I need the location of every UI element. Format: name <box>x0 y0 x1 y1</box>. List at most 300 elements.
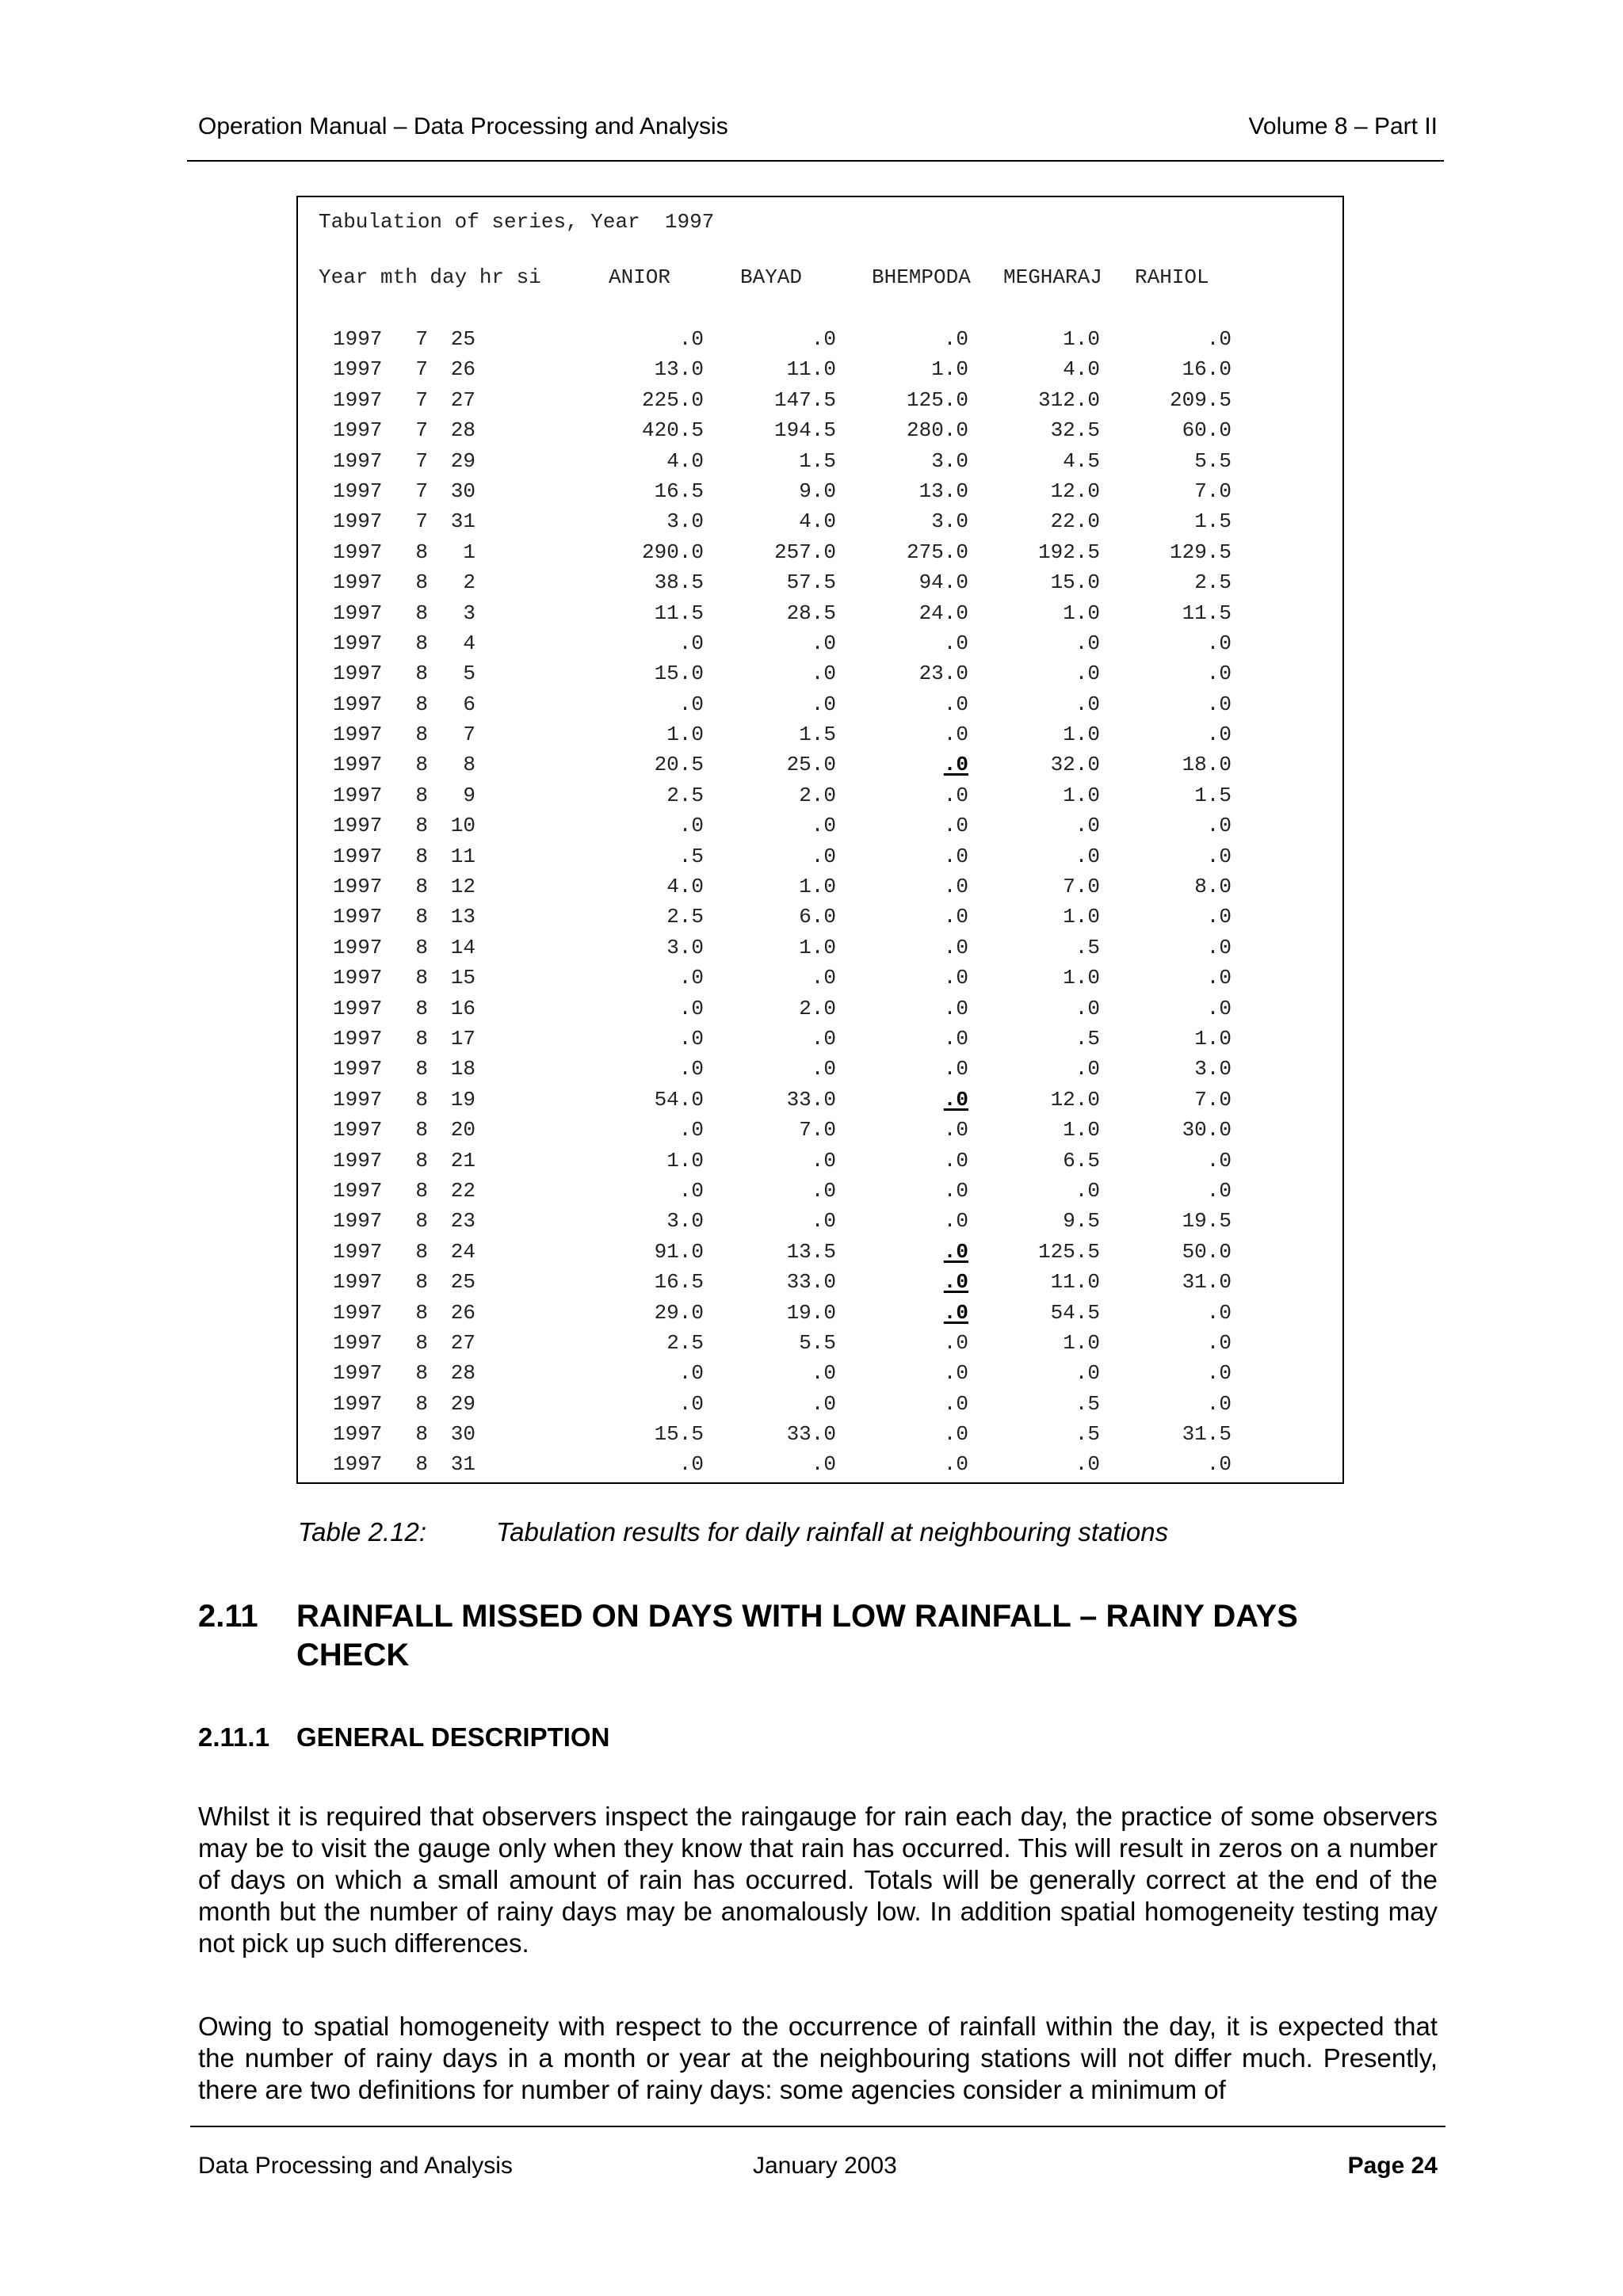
cell-megharaj: .5 <box>1075 1422 1100 1447</box>
cell-anior: .0 <box>678 1452 704 1477</box>
cell-day: 31 <box>450 1452 475 1477</box>
cell-year: 1997 <box>333 448 383 473</box>
cell-anior: 29.0 <box>654 1300 704 1325</box>
cell-megharaj: 15.0 <box>1050 570 1100 595</box>
cell-anior: .0 <box>678 1361 704 1386</box>
cell-rahiol: 18.0 <box>1182 753 1232 777</box>
table-row <box>298 1237 1342 1267</box>
cell-year: 1997 <box>333 875 383 899</box>
cell-day: 30 <box>450 1422 475 1447</box>
table-row <box>298 719 1342 749</box>
table-row <box>298 1146 1342 1176</box>
cell-month: 8 <box>415 1057 428 1081</box>
cell-bhempoda: .0 <box>943 723 968 747</box>
cell-anior: .0 <box>678 966 704 990</box>
cell-bayad: 33.0 <box>786 1087 836 1112</box>
tabulation-box <box>296 196 1344 1484</box>
column-header-rahiol: RAHIOL <box>1135 265 1209 289</box>
cell-megharaj: 54.5 <box>1050 1300 1100 1325</box>
cell-day: 15 <box>450 966 475 990</box>
cell-day: 8 <box>463 753 475 777</box>
cell-anior: 1.0 <box>666 723 704 747</box>
column-header-date: Year mth day hr si <box>319 265 541 289</box>
cell-year: 1997 <box>333 1330 383 1355</box>
cell-bayad: .0 <box>811 1057 836 1081</box>
cell-megharaj: .0 <box>1075 1178 1100 1203</box>
cell-anior: 4.0 <box>666 875 704 899</box>
cell-bhempoda: .0 <box>943 1391 968 1416</box>
cell-bhempoda: 23.0 <box>918 662 968 686</box>
cell-megharaj: 32.0 <box>1050 753 1100 777</box>
cell-day: 22 <box>450 1178 475 1203</box>
cell-bhempoda: .0 <box>943 1026 968 1051</box>
cell-bayad: 33.0 <box>786 1422 836 1447</box>
cell-year: 1997 <box>333 631 383 655</box>
cell-bhempoda: .0 <box>943 966 968 990</box>
cell-bayad: .0 <box>811 1026 836 1051</box>
cell-rahiol: 19.5 <box>1182 1209 1232 1234</box>
cell-day: 27 <box>450 387 475 412</box>
cell-bhempoda: 125.0 <box>906 387 968 412</box>
table-row <box>298 810 1342 841</box>
cell-megharaj: 4.5 <box>1063 448 1100 473</box>
cell-bayad: 13.5 <box>786 1239 836 1264</box>
cell-month: 7 <box>415 387 428 412</box>
cell-bhempoda: .0 <box>943 1239 968 1264</box>
table-row <box>298 841 1342 871</box>
table-caption-text: Tabulation results for daily rainfall at neighbouring stations <box>496 1517 1169 1547</box>
cell-rahiol: .0 <box>1206 966 1232 990</box>
cell-anior: 13.0 <box>654 357 704 382</box>
table-row <box>298 1298 1342 1328</box>
cell-year: 1997 <box>333 1452 383 1477</box>
cell-bhempoda: .0 <box>943 814 968 838</box>
cell-rahiol: 31.0 <box>1182 1270 1232 1295</box>
column-header-megharaj: MEGHARAJ <box>1003 265 1102 289</box>
cell-bayad: 57.5 <box>786 570 836 595</box>
cell-bhempoda: 3.0 <box>931 448 968 473</box>
table-row <box>298 1328 1342 1358</box>
cell-day: 5 <box>463 662 475 686</box>
cell-bayad: .0 <box>811 1361 836 1386</box>
cell-day: 1 <box>463 540 475 564</box>
table-row <box>298 994 1342 1024</box>
cell-bayad: .0 <box>811 1209 836 1234</box>
cell-day: 7 <box>463 723 475 747</box>
cell-year: 1997 <box>333 357 383 382</box>
cell-day: 18 <box>450 1057 475 1081</box>
cell-year: 1997 <box>333 662 383 686</box>
cell-megharaj: .0 <box>1075 1057 1100 1081</box>
header-divider <box>187 160 1444 162</box>
cell-bayad: .0 <box>811 1391 836 1416</box>
cell-day: 12 <box>450 875 475 899</box>
cell-month: 7 <box>415 327 428 351</box>
cell-month: 7 <box>415 357 428 382</box>
cell-year: 1997 <box>333 601 383 625</box>
column-header-bayad: BAYAD <box>740 265 803 289</box>
cell-month: 8 <box>415 1452 428 1477</box>
cell-day: 21 <box>450 1148 475 1173</box>
cell-year: 1997 <box>333 509 383 534</box>
cell-year: 1997 <box>333 1057 383 1081</box>
cell-month: 8 <box>415 662 428 686</box>
cell-rahiol: .0 <box>1206 1300 1232 1325</box>
cell-anior: 3.0 <box>666 935 704 959</box>
cell-bayad: 11.0 <box>786 357 836 382</box>
cell-megharaj: .0 <box>1075 692 1100 716</box>
table-row <box>298 963 1342 993</box>
cell-bayad: 2.0 <box>799 783 836 807</box>
table-row <box>298 871 1342 902</box>
section-number: 2.11 <box>198 1599 258 1634</box>
cell-megharaj: 9.5 <box>1063 1209 1100 1234</box>
table-row <box>298 446 1342 476</box>
cell-anior: .0 <box>678 814 704 838</box>
cell-bhempoda: .0 <box>943 1178 968 1203</box>
cell-rahiol: 2.5 <box>1194 570 1232 595</box>
cell-rahiol: 31.5 <box>1182 1422 1232 1447</box>
cell-megharaj: 192.5 <box>1037 540 1100 564</box>
cell-megharaj: 32.5 <box>1050 418 1100 443</box>
cell-bayad: 33.0 <box>786 1270 836 1295</box>
cell-anior: .5 <box>678 844 704 868</box>
cell-anior: .0 <box>678 1178 704 1203</box>
cell-megharaj: .0 <box>1075 996 1100 1020</box>
cell-megharaj: 1.0 <box>1063 1330 1100 1355</box>
cell-year: 1997 <box>333 1422 383 1447</box>
cell-day: 17 <box>450 1026 475 1051</box>
cell-megharaj: .5 <box>1075 935 1100 959</box>
cell-bayad: 1.5 <box>799 448 836 473</box>
cell-megharaj: .0 <box>1075 814 1100 838</box>
cell-month: 8 <box>415 1178 428 1203</box>
cell-bhempoda: .0 <box>943 905 968 929</box>
cell-day: 11 <box>450 844 475 868</box>
table-row <box>298 354 1342 384</box>
cell-megharaj: .5 <box>1075 1391 1100 1416</box>
cell-rahiol: .0 <box>1206 1391 1232 1416</box>
table-row <box>298 537 1342 567</box>
cell-month: 8 <box>415 844 428 868</box>
cell-bayad: 194.5 <box>773 418 836 443</box>
cell-month: 7 <box>415 509 428 534</box>
cell-day: 29 <box>450 1391 475 1416</box>
cell-bhempoda: 94.0 <box>918 570 968 595</box>
cell-month: 7 <box>415 479 428 503</box>
cell-year: 1997 <box>333 1178 383 1203</box>
cell-month: 8 <box>415 723 428 747</box>
cell-bhempoda: .0 <box>943 783 968 807</box>
cell-month: 8 <box>415 1239 428 1264</box>
cell-day: 29 <box>450 448 475 473</box>
cell-bhempoda: .0 <box>943 1209 968 1234</box>
cell-bayad: .0 <box>811 814 836 838</box>
cell-year: 1997 <box>333 479 383 503</box>
cell-month: 8 <box>415 1118 428 1142</box>
cell-anior: 11.5 <box>654 601 704 625</box>
cell-anior: 20.5 <box>654 753 704 777</box>
cell-bhempoda: .0 <box>943 935 968 959</box>
cell-year: 1997 <box>333 692 383 716</box>
cell-bhempoda: 13.0 <box>918 479 968 503</box>
header-document-title: Operation Manual – Data Processing and Analysis <box>198 113 728 139</box>
cell-month: 8 <box>415 1422 428 1447</box>
cell-rahiol: .0 <box>1206 996 1232 1020</box>
cell-bayad: 9.0 <box>799 479 836 503</box>
cell-anior: 54.0 <box>654 1087 704 1112</box>
cell-day: 9 <box>463 783 475 807</box>
cell-year: 1997 <box>333 327 383 351</box>
cell-megharaj: .0 <box>1075 1452 1100 1477</box>
cell-bayad: 28.5 <box>786 601 836 625</box>
cell-rahiol: 7.0 <box>1194 1087 1232 1112</box>
table-row <box>298 1176 1342 1206</box>
cell-year: 1997 <box>333 1087 383 1112</box>
cell-day: 16 <box>450 996 475 1020</box>
cell-month: 8 <box>415 631 428 655</box>
cell-day: 20 <box>450 1118 475 1142</box>
cell-bhempoda: .0 <box>943 875 968 899</box>
table-row <box>298 628 1342 658</box>
cell-year: 1997 <box>333 966 383 990</box>
cell-year: 1997 <box>333 1239 383 1264</box>
cell-year: 1997 <box>333 1148 383 1173</box>
cell-bhempoda: .0 <box>943 1270 968 1295</box>
cell-month: 8 <box>415 540 428 564</box>
table-row <box>298 1115 1342 1145</box>
cell-megharaj: 312.0 <box>1037 387 1100 412</box>
table-row <box>298 385 1342 415</box>
cell-day: 27 <box>450 1330 475 1355</box>
cell-bhempoda: .0 <box>943 1057 968 1081</box>
table-row <box>298 476 1342 506</box>
cell-month: 8 <box>415 570 428 595</box>
table-row <box>298 902 1342 932</box>
cell-bhempoda: 275.0 <box>906 540 968 564</box>
table-row <box>298 1358 1342 1388</box>
cell-anior: 2.5 <box>666 905 704 929</box>
cell-year: 1997 <box>333 1300 383 1325</box>
cell-year: 1997 <box>333 418 383 443</box>
cell-bhempoda: .0 <box>943 1087 968 1112</box>
cell-year: 1997 <box>333 1391 383 1416</box>
cell-month: 8 <box>415 1087 428 1112</box>
cell-rahiol: 30.0 <box>1182 1118 1232 1142</box>
table-row <box>298 658 1342 688</box>
cell-bayad: .0 <box>811 1148 836 1173</box>
cell-bhempoda: .0 <box>943 996 968 1020</box>
cell-rahiol: 129.5 <box>1169 540 1232 564</box>
cell-rahiol: .0 <box>1206 723 1232 747</box>
cell-bayad: .0 <box>811 1178 836 1203</box>
cell-anior: 1.0 <box>666 1148 704 1173</box>
cell-month: 8 <box>415 875 428 899</box>
cell-anior: 290.0 <box>641 540 704 564</box>
cell-day: 2 <box>463 570 475 595</box>
cell-bhempoda: .0 <box>943 692 968 716</box>
cell-megharaj: 22.0 <box>1050 509 1100 534</box>
cell-rahiol: .0 <box>1206 1148 1232 1173</box>
cell-bhempoda: .0 <box>943 1300 968 1325</box>
cell-anior: 15.5 <box>654 1422 704 1447</box>
cell-rahiol: .0 <box>1206 1361 1232 1386</box>
footer-divider <box>190 2126 1445 2127</box>
cell-megharaj: .0 <box>1075 844 1100 868</box>
cell-megharaj: 1.0 <box>1063 783 1100 807</box>
table-row <box>298 1267 1342 1297</box>
cell-anior: .0 <box>678 692 704 716</box>
cell-anior: 3.0 <box>666 509 704 534</box>
cell-bayad: 19.0 <box>786 1300 836 1325</box>
table-row <box>298 567 1342 597</box>
cell-bhempoda: 1.0 <box>931 357 968 382</box>
cell-bhempoda: .0 <box>943 327 968 351</box>
cell-rahiol: .0 <box>1206 631 1232 655</box>
cell-bhempoda: 3.0 <box>931 509 968 534</box>
cell-day: 6 <box>463 692 475 716</box>
cell-month: 8 <box>415 783 428 807</box>
cell-anior: 225.0 <box>641 387 704 412</box>
cell-megharaj: .0 <box>1075 662 1100 686</box>
cell-bhempoda: .0 <box>943 1118 968 1142</box>
cell-month: 8 <box>415 905 428 929</box>
table-row <box>298 324 1342 354</box>
cell-bayad: .0 <box>811 1452 836 1477</box>
cell-megharaj: .0 <box>1075 631 1100 655</box>
tabulation-title: Tabulation of series, Year 1997 <box>319 210 715 234</box>
cell-bayad: .0 <box>811 966 836 990</box>
cell-bhempoda: .0 <box>943 1330 968 1355</box>
cell-bhempoda: .0 <box>943 1361 968 1386</box>
cell-anior: 420.5 <box>641 418 704 443</box>
cell-bhempoda: 24.0 <box>918 601 968 625</box>
cell-day: 3 <box>463 601 475 625</box>
table-row <box>298 1419 1342 1449</box>
cell-bayad: .0 <box>811 631 836 655</box>
cell-day: 14 <box>450 935 475 959</box>
cell-month: 8 <box>415 1300 428 1325</box>
cell-rahiol: 5.5 <box>1194 448 1232 473</box>
cell-day: 13 <box>450 905 475 929</box>
cell-bhempoda: .0 <box>943 844 968 868</box>
cell-anior: 2.5 <box>666 783 704 807</box>
cell-year: 1997 <box>333 1361 383 1386</box>
table-row <box>298 1024 1342 1054</box>
cell-rahiol: 8.0 <box>1194 875 1232 899</box>
cell-anior: .0 <box>678 631 704 655</box>
cell-rahiol: .0 <box>1206 844 1232 868</box>
cell-rahiol: .0 <box>1206 692 1232 716</box>
cell-megharaj: 1.0 <box>1063 1118 1100 1142</box>
cell-year: 1997 <box>333 935 383 959</box>
cell-year: 1997 <box>333 996 383 1020</box>
cell-bayad: 1.5 <box>799 723 836 747</box>
cell-rahiol: .0 <box>1206 935 1232 959</box>
cell-rahiol: 209.5 <box>1169 387 1232 412</box>
cell-megharaj: 12.0 <box>1050 479 1100 503</box>
cell-day: 26 <box>450 357 475 382</box>
paragraph: Owing to spatial homogeneity with respect to the occurrence of rainfall within the day, it is expected that the number of rainy days in a month or year at the neighbouring stations will not differ much. Presently, there are two definitions for number of rainy days: some agencies consider a minimum of <box>198 2012 1438 2104</box>
cell-bayad: 147.5 <box>773 387 836 412</box>
cell-month: 8 <box>415 996 428 1020</box>
cell-rahiol: 1.5 <box>1194 509 1232 534</box>
cell-rahiol: 50.0 <box>1182 1239 1232 1264</box>
cell-anior: .0 <box>678 996 704 1020</box>
cell-anior: .0 <box>678 327 704 351</box>
cell-anior: .0 <box>678 1118 704 1142</box>
column-header-anior: ANIOR <box>609 265 671 289</box>
cell-anior: 16.5 <box>654 479 704 503</box>
cell-month: 8 <box>415 935 428 959</box>
cell-month: 8 <box>415 1209 428 1234</box>
cell-bayad: 1.0 <box>799 935 836 959</box>
cell-megharaj: 7.0 <box>1063 875 1100 899</box>
cell-rahiol: 1.0 <box>1194 1026 1232 1051</box>
cell-month: 8 <box>415 1270 428 1295</box>
table-row <box>298 689 1342 719</box>
cell-rahiol: .0 <box>1206 814 1232 838</box>
cell-bhempoda: .0 <box>943 1148 968 1173</box>
cell-anior: .0 <box>678 1391 704 1416</box>
cell-day: 10 <box>450 814 475 838</box>
cell-year: 1997 <box>333 723 383 747</box>
header-volume: Volume 8 – Part II <box>1248 113 1438 139</box>
cell-day: 30 <box>450 479 475 503</box>
cell-rahiol: 16.0 <box>1182 357 1232 382</box>
cell-year: 1997 <box>333 1270 383 1295</box>
cell-rahiol: 7.0 <box>1194 479 1232 503</box>
cell-bhempoda: .0 <box>943 1422 968 1447</box>
cell-month: 7 <box>415 448 428 473</box>
cell-bhempoda: .0 <box>943 753 968 777</box>
cell-year: 1997 <box>333 1026 383 1051</box>
subsection-number: 2.11.1 <box>198 1722 269 1752</box>
cell-month: 8 <box>415 753 428 777</box>
cell-month: 8 <box>415 1026 428 1051</box>
cell-month: 8 <box>415 1361 428 1386</box>
cell-bayad: 5.5 <box>799 1330 836 1355</box>
cell-megharaj: 1.0 <box>1063 601 1100 625</box>
cell-year: 1997 <box>333 814 383 838</box>
cell-month: 8 <box>415 1148 428 1173</box>
cell-day: 4 <box>463 631 475 655</box>
table-row <box>298 780 1342 810</box>
cell-month: 8 <box>415 601 428 625</box>
cell-year: 1997 <box>333 387 383 412</box>
cell-anior: 91.0 <box>654 1239 704 1264</box>
table-row <box>298 933 1342 963</box>
cell-anior: 16.5 <box>654 1270 704 1295</box>
cell-rahiol: 60.0 <box>1182 418 1232 443</box>
cell-day: 25 <box>450 1270 475 1295</box>
cell-bayad: 257.0 <box>773 540 836 564</box>
cell-anior: 3.0 <box>666 1209 704 1234</box>
table-row <box>298 1085 1342 1115</box>
page-number: Page 24 <box>1347 2153 1438 2179</box>
cell-anior: .0 <box>678 1057 704 1081</box>
cell-anior: 2.5 <box>666 1330 704 1355</box>
table-row <box>298 1389 1342 1419</box>
cell-rahiol: .0 <box>1206 327 1232 351</box>
cell-day: 26 <box>450 1300 475 1325</box>
cell-year: 1997 <box>333 753 383 777</box>
paragraph: Whilst it is required that observers inspect the raingauge for rain each day, the practice of some observers may be to visit the gauge only when they know that rain has occurred. This will result in zeros on a number of days on which a small amount of rain has occurred. Totals will be generally correct at the end of the month but the number of rainy days may be anomalously low. In addition spatial homogeneity testing may not pick up such differences. <box>198 1802 1438 1958</box>
cell-day: 31 <box>450 509 475 534</box>
cell-bayad: .0 <box>811 327 836 351</box>
cell-rahiol: .0 <box>1206 1452 1232 1477</box>
table-row <box>298 598 1342 628</box>
